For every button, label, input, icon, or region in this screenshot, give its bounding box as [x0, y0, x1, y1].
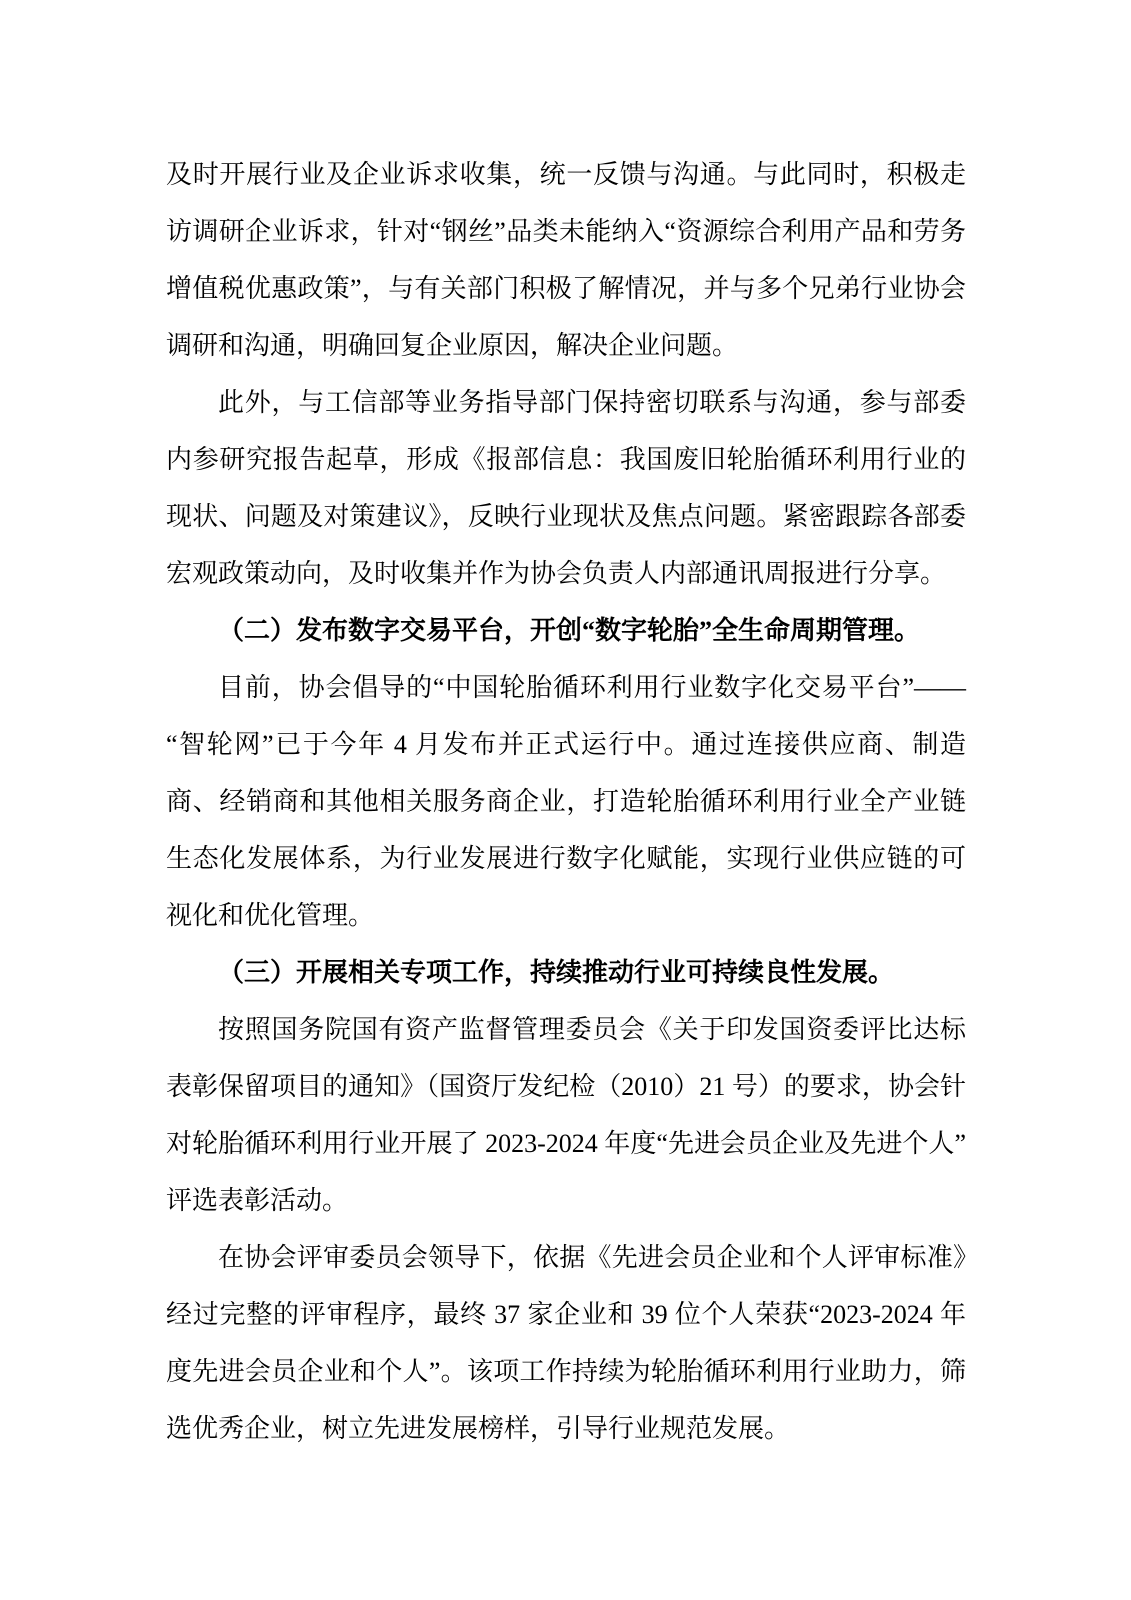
body-paragraph: 此外，与工信部等业务指导部门保持密切联系与沟通，参与部委内参研究报告起草，形成《报部信息：我国废旧轮胎循环利用行业的现状、问题及对策建议》，反映行业现状及焦点问题。紧密跟踪各部委宏观政策动向，及时收集并作为协会负责人内部通讯周报进行分享。 [166, 388, 966, 588]
body-paragraph: 按照国务院国有资产监督管理委员会《关于印发国资委评比达标表彰保留项目的通知》（国资厅发纪检（2010）21 号）的要求，协会针对轮胎循环利用行业开展了 2023-2024 年度“先进会员企业及先进个人”评选表彰活动。 [166, 1015, 966, 1215]
body-paragraph: 及时开展行业及企业诉求收集，统一反馈与沟通。与此同时，积极走访调研企业诉求，针对“钢丝”品类未能纳入“资源综合利用产品和劳务增值税优惠政策”，与有关部门积极了解情况，并与多个兄弟行业协会调研和沟通，明确回复企业原因，解决企业问题。 [166, 160, 966, 360]
section-heading: （二）发布数字交易平台，开创“数字轮胎”全生命周期管理。 [218, 616, 921, 645]
section-heading: （三）开展相关专项工作，持续推动行业可持续良性发展。 [218, 958, 895, 987]
document-content [166, 146, 966, 1457]
body-paragraph: 在协会评审委员会领导下，依据《先进会员企业和个人评审标准》经过完整的评审程序，最终 37 家企业和 39 位个人荣获“2023-2024 年度先进会员企业和个人”。该项工作持续为轮胎循环利用行业助力，筛选优秀企业，树立先进发展榜样，引导行业规范发展。 [166, 1243, 966, 1443]
body-paragraph: 目前，协会倡导的“中国轮胎循环利用行业数字化交易平台”——“智轮网”已于今年 4 月发布并正式运行中。通过连接供应商、制造商、经销商和其他相关服务商企业，打造轮胎循环利用行业全产业链生态化发展体系，为行业发展进行数字化赋能，实现行业供应链的可视化和优化管理。 [166, 673, 966, 930]
